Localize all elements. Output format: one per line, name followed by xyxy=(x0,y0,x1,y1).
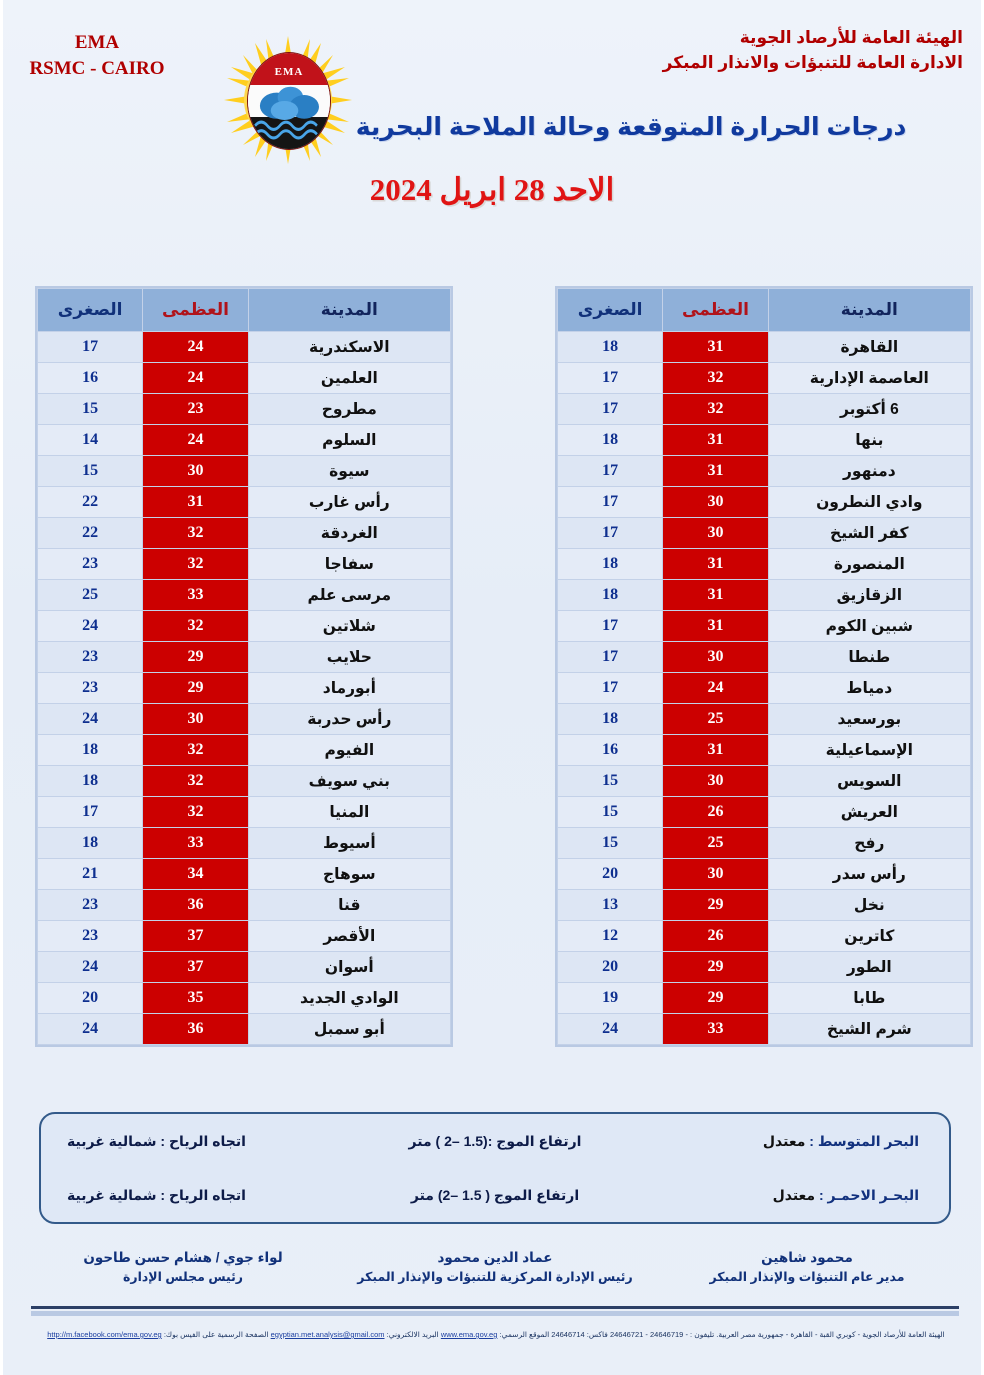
table-row xyxy=(38,394,451,425)
cell-max-temp: 31 xyxy=(663,425,768,456)
cell-city: الأقصر xyxy=(248,921,450,952)
cell-city: رأس غارب xyxy=(248,487,450,518)
cell-city: حلايب xyxy=(248,642,450,673)
cell-min-temp: 18 xyxy=(38,828,143,859)
column-header-min: الصغرى xyxy=(38,289,143,332)
cell-max-temp: 32 xyxy=(143,735,248,766)
table-row xyxy=(38,456,451,487)
cell-city: أبو سمبل xyxy=(248,1014,450,1045)
cell-max-temp: 32 xyxy=(143,549,248,580)
cell-max-temp: 37 xyxy=(143,952,248,983)
cell-city: طنطا xyxy=(768,642,970,673)
table-row xyxy=(558,673,971,704)
column-header-max: العظمى xyxy=(663,289,768,332)
cell-max-temp: 31 xyxy=(663,456,768,487)
redsea-wind-direction: اتجاه الرياح : شمالية غربية xyxy=(67,1186,246,1203)
footer-divider xyxy=(31,1306,959,1309)
signature-2 xyxy=(339,1248,651,1287)
cell-max-temp: 31 xyxy=(663,735,768,766)
cell-max-temp: 35 xyxy=(143,983,248,1014)
footer-contact-line xyxy=(33,1330,959,1339)
cell-min-temp: 17 xyxy=(38,797,143,828)
forecast-tables xyxy=(3,286,984,1098)
cell-city: القاهرة xyxy=(768,332,970,363)
organization-title xyxy=(663,26,963,75)
cell-min-temp: 15 xyxy=(558,797,663,828)
mediterranean-label-group xyxy=(661,1133,933,1150)
cell-max-temp: 29 xyxy=(663,890,768,921)
cell-city: العريش xyxy=(768,797,970,828)
table-row xyxy=(558,735,971,766)
table-row xyxy=(558,766,971,797)
cell-max-temp: 31 xyxy=(663,549,768,580)
cell-city: 6 أكتوبر xyxy=(768,394,970,425)
cell-min-temp: 13 xyxy=(558,890,663,921)
rain-waves-icon xyxy=(253,116,325,143)
cell-city: وادي النطرون xyxy=(768,487,970,518)
cell-min-temp: 14 xyxy=(38,425,143,456)
cell-city: رفح xyxy=(768,828,970,859)
signature-2-name: عماد الدين محمود xyxy=(437,1250,553,1265)
footer-email-link[interactable]: egyptian.met.analysis@gmail.com xyxy=(270,1330,385,1339)
table-row xyxy=(38,952,451,983)
table-row xyxy=(38,642,451,673)
cell-max-temp: 33 xyxy=(143,828,248,859)
cell-max-temp: 30 xyxy=(663,642,768,673)
cell-max-temp: 24 xyxy=(143,425,248,456)
table-left-body xyxy=(38,332,451,1045)
cell-city: مرسى علم xyxy=(248,580,450,611)
column-header-city: المدينة xyxy=(768,289,970,332)
cell-max-temp: 24 xyxy=(663,673,768,704)
table-row xyxy=(558,952,971,983)
cell-city: نخل xyxy=(768,890,970,921)
cell-min-temp: 24 xyxy=(558,1014,663,1045)
cell-min-temp: 24 xyxy=(38,611,143,642)
table-row xyxy=(38,425,451,456)
table-row xyxy=(38,890,451,921)
org-title-line1: الهيئة العامة للأرصاد الجوية xyxy=(739,28,963,47)
table-row xyxy=(558,890,971,921)
cell-min-temp: 17 xyxy=(558,487,663,518)
table-row xyxy=(38,487,451,518)
cell-max-temp: 31 xyxy=(663,332,768,363)
table-row xyxy=(558,487,971,518)
cell-city: دمياط xyxy=(768,673,970,704)
cell-city: رأس حدربة xyxy=(248,704,450,735)
cell-city: الاسكندرية xyxy=(248,332,450,363)
cell-city: أسيوط xyxy=(248,828,450,859)
cell-max-temp: 24 xyxy=(143,332,248,363)
cell-max-temp: 34 xyxy=(143,859,248,890)
table-row xyxy=(38,859,451,890)
cell-min-temp: 23 xyxy=(38,549,143,580)
forecast-date: الاحد 28 ابريل 2024 xyxy=(369,172,615,207)
table-right-body xyxy=(558,332,971,1045)
table-row xyxy=(38,518,451,549)
cell-min-temp: 17 xyxy=(558,363,663,394)
egypt-flag-emblem xyxy=(247,52,331,150)
org-title-line2: الادارة العامة للتنبؤات والانذار المبكر xyxy=(662,52,963,72)
cell-max-temp: 37 xyxy=(143,921,248,952)
cell-min-temp: 24 xyxy=(38,1014,143,1045)
table-row xyxy=(558,456,971,487)
table-header-row xyxy=(558,289,971,332)
cell-city: بورسعيد xyxy=(768,704,970,735)
marine-conditions-box xyxy=(39,1112,951,1224)
table-row xyxy=(558,921,971,952)
table-right xyxy=(557,288,971,1045)
cell-min-temp: 17 xyxy=(558,611,663,642)
cell-min-temp: 23 xyxy=(38,673,143,704)
cell-max-temp: 24 xyxy=(143,363,248,394)
cell-city: العاصمة الإدارية xyxy=(768,363,970,394)
signature-block xyxy=(27,1248,963,1287)
table-row xyxy=(38,673,451,704)
table-row xyxy=(558,859,971,890)
signature-3 xyxy=(27,1248,339,1287)
redsea-wave-height: ارتفاع الموج ( 1.5 –2) متر xyxy=(410,1186,580,1203)
cell-min-temp: 22 xyxy=(38,487,143,518)
cell-city: قنا xyxy=(248,890,450,921)
cell-max-temp: 30 xyxy=(663,766,768,797)
signature-3-name: لواء جوي / هشام حسن طاحون xyxy=(83,1250,283,1265)
footer-website-link[interactable]: www.ema.gov.eg xyxy=(440,1330,498,1339)
table-row xyxy=(38,921,451,952)
cell-min-temp: 18 xyxy=(38,766,143,797)
cell-city: شرم الشيخ xyxy=(768,1014,970,1045)
cell-city: سفاجا xyxy=(248,549,450,580)
cell-city: سيوة xyxy=(248,456,450,487)
cell-city: المنيا xyxy=(248,797,450,828)
table-row xyxy=(558,549,971,580)
cell-min-temp: 16 xyxy=(558,735,663,766)
table-row xyxy=(38,766,451,797)
mediterranean-label: البحر المتوسط : xyxy=(809,1132,919,1149)
cell-city: الطور xyxy=(768,952,970,983)
cell-min-temp: 23 xyxy=(38,642,143,673)
cell-city: المنصورة xyxy=(768,549,970,580)
table-row xyxy=(558,983,971,1014)
cell-city: السلوم xyxy=(248,425,450,456)
cell-min-temp: 17 xyxy=(38,332,143,363)
cell-min-temp: 20 xyxy=(558,952,663,983)
cell-city: بنها xyxy=(768,425,970,456)
cell-max-temp: 32 xyxy=(143,766,248,797)
footer-divider-light xyxy=(31,1311,959,1316)
cell-max-temp: 30 xyxy=(663,859,768,890)
cell-city: أسوان xyxy=(248,952,450,983)
ema-rsmc-cairo: RSMC - CAIRO xyxy=(29,57,165,79)
cell-city: بني سويف xyxy=(248,766,450,797)
cell-max-temp: 26 xyxy=(663,797,768,828)
cell-city: طابا xyxy=(768,983,970,1014)
table-row xyxy=(38,580,451,611)
cell-city: دمنهور xyxy=(768,456,970,487)
cell-max-temp: 33 xyxy=(143,580,248,611)
cell-city: شلاتين xyxy=(248,611,450,642)
cell-min-temp: 23 xyxy=(38,921,143,952)
cell-min-temp: 21 xyxy=(38,859,143,890)
signature-1-role: مدير عام التنبؤات والإنذار المبكر xyxy=(709,1270,905,1285)
cell-min-temp: 19 xyxy=(558,983,663,1014)
cell-city: مطروح xyxy=(248,394,450,425)
cell-city: الغردقة xyxy=(248,518,450,549)
cell-min-temp: 18 xyxy=(558,332,663,363)
column-header-city: المدينة xyxy=(248,289,450,332)
cell-max-temp: 33 xyxy=(663,1014,768,1045)
signature-3-role: رئيس مجلس الإدارة xyxy=(123,1270,243,1285)
table-left xyxy=(37,288,451,1045)
cell-min-temp: 17 xyxy=(558,642,663,673)
cell-min-temp: 18 xyxy=(38,735,143,766)
table-row xyxy=(38,549,451,580)
cell-max-temp: 30 xyxy=(143,456,248,487)
column-header-min: الصغرى xyxy=(558,289,663,332)
table-row xyxy=(558,425,971,456)
cell-city: كاترين xyxy=(768,921,970,952)
table-row xyxy=(38,983,451,1014)
cell-max-temp: 32 xyxy=(143,797,248,828)
cell-min-temp: 18 xyxy=(558,549,663,580)
table-row xyxy=(558,704,971,735)
column-header-max: العظمى xyxy=(143,289,248,332)
footer-email-label: البريد الالكتروني: xyxy=(386,1330,439,1339)
cell-max-temp: 32 xyxy=(143,611,248,642)
cell-city: شبين الكوم xyxy=(768,611,970,642)
table-row xyxy=(558,797,971,828)
cell-min-temp: 15 xyxy=(38,394,143,425)
table-row xyxy=(38,332,451,363)
table-row xyxy=(38,363,451,394)
signature-1 xyxy=(651,1248,963,1287)
cell-min-temp: 17 xyxy=(558,394,663,425)
table-row xyxy=(558,1014,971,1045)
cell-max-temp: 32 xyxy=(663,363,768,394)
cell-min-temp: 18 xyxy=(558,425,663,456)
page-header xyxy=(3,0,981,207)
temperature-table-left xyxy=(35,286,453,1047)
cell-max-temp: 32 xyxy=(143,518,248,549)
cell-city: الإسماعيلية xyxy=(768,735,970,766)
table-row xyxy=(558,332,971,363)
cell-min-temp: 24 xyxy=(38,952,143,983)
temperature-table-right xyxy=(555,286,973,1047)
cell-city: الزقازيق xyxy=(768,580,970,611)
cell-city: سوهاج xyxy=(248,859,450,890)
ema-logo xyxy=(215,24,361,176)
cell-max-temp: 29 xyxy=(663,952,768,983)
cell-max-temp: 36 xyxy=(143,1014,248,1045)
redsea-state: معتدل xyxy=(772,1186,816,1203)
cell-max-temp: 29 xyxy=(143,642,248,673)
cell-min-temp: 16 xyxy=(38,363,143,394)
table-row xyxy=(558,518,971,549)
cell-max-temp: 32 xyxy=(663,394,768,425)
redsea-label-group xyxy=(661,1187,933,1204)
cell-max-temp: 31 xyxy=(143,487,248,518)
cell-min-temp: 20 xyxy=(558,859,663,890)
table-row xyxy=(558,828,971,859)
cell-min-temp: 15 xyxy=(38,456,143,487)
table-header-row xyxy=(38,289,451,332)
cell-max-temp: 31 xyxy=(663,611,768,642)
cell-city: كفر الشيخ xyxy=(768,518,970,549)
ema-abbreviation: EMA xyxy=(74,32,120,53)
cell-city: أبورماد xyxy=(248,673,450,704)
cell-min-temp: 22 xyxy=(38,518,143,549)
signature-1-name: محمود شاهين xyxy=(761,1250,853,1265)
table-row xyxy=(558,363,971,394)
cell-min-temp: 20 xyxy=(38,983,143,1014)
ema-center-label xyxy=(3,30,191,81)
mediterranean-wind-direction: اتجاه الرياح : شمالية غربية xyxy=(67,1132,246,1149)
footer-address: الهيئة العامة للأرصاد الجوية - كوبري القبة - القاهرة - جمهورية مصر العربية. تليفون : - 24646719 - 24646721 فاكس: 24646714 الموقع الرسمي: xyxy=(499,1330,945,1339)
table-row xyxy=(38,797,451,828)
cell-max-temp: 36 xyxy=(143,890,248,921)
cell-max-temp: 25 xyxy=(663,704,768,735)
cell-min-temp: 18 xyxy=(558,704,663,735)
mediterranean-state: معتدل xyxy=(762,1132,806,1149)
cell-min-temp: 17 xyxy=(558,456,663,487)
footer-facebook-link[interactable]: http://m.facebook.com/ema.gov.eg xyxy=(47,1330,162,1339)
table-row xyxy=(38,735,451,766)
table-row xyxy=(38,611,451,642)
cell-min-temp: 17 xyxy=(558,673,663,704)
table-row xyxy=(38,704,451,735)
footer-facebook-label: الصفحة الرسمية على الفيس بوك: xyxy=(163,1330,269,1339)
cell-min-temp: 24 xyxy=(38,704,143,735)
cell-min-temp: 18 xyxy=(558,580,663,611)
table-row xyxy=(38,1014,451,1045)
cell-max-temp: 30 xyxy=(143,704,248,735)
cell-city: الوادي الجديد xyxy=(248,983,450,1014)
table-row xyxy=(558,611,971,642)
badge-ema-text: EMA xyxy=(274,66,304,79)
cell-min-temp: 12 xyxy=(558,921,663,952)
page-title: درجات الحرارة المتوقعة وحالة الملاحة البحرية xyxy=(355,113,907,141)
cell-max-temp: 26 xyxy=(663,921,768,952)
mediterranean-wave-height: ارتفاع الموج :(1.5 –2 ) متر xyxy=(408,1132,582,1149)
cell-max-temp: 30 xyxy=(663,487,768,518)
cell-max-temp: 31 xyxy=(663,580,768,611)
cell-min-temp: 17 xyxy=(558,518,663,549)
cell-city: السويس xyxy=(768,766,970,797)
cell-city: رأس سدر xyxy=(768,859,970,890)
table-row xyxy=(558,580,971,611)
cell-max-temp: 25 xyxy=(663,828,768,859)
cell-city: العلمين xyxy=(248,363,450,394)
cell-max-temp: 30 xyxy=(663,518,768,549)
table-row xyxy=(38,828,451,859)
cell-min-temp: 15 xyxy=(558,828,663,859)
signature-2-role: رئيس الإدارة المركزية للتنبؤات والإنذار المبكر xyxy=(357,1270,633,1285)
cell-max-temp: 29 xyxy=(143,673,248,704)
cell-min-temp: 25 xyxy=(38,580,143,611)
marine-row-mediterranean xyxy=(41,1114,949,1168)
marine-row-redsea xyxy=(41,1168,949,1222)
cell-min-temp: 23 xyxy=(38,890,143,921)
table-row xyxy=(558,394,971,425)
redsea-label: البحـر الاحمـر : xyxy=(819,1186,919,1203)
table-row xyxy=(558,642,971,673)
cell-city: الفيوم xyxy=(248,735,450,766)
cell-min-temp: 15 xyxy=(558,766,663,797)
cell-max-temp: 29 xyxy=(663,983,768,1014)
cell-max-temp: 23 xyxy=(143,394,248,425)
